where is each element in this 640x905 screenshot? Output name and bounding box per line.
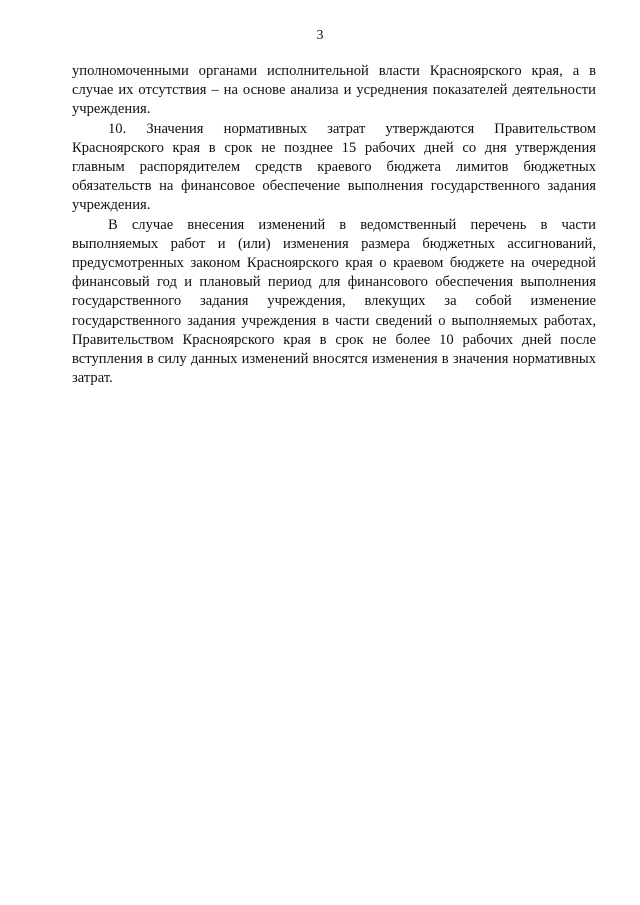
paragraph-item-10: 10. Значения нормативных затрат утверждаются Правительством Красноярского края в срок не позднее 15 рабочих дней со дня утверждения главным распорядителем средств краевого бюджета лимитов бюджетных обязательств на финансовое обеспечение выполнения государственного задания учреждения. [72, 120, 596, 214]
paragraph-changes: В случае внесения изменений в ведомственный перечень в части выполняемых работ и (или) изменения размера бюджетных ассигнований, предусмотренных законом Красноярского края о краевом бюджете на очередной финансовый год и плановый период для финансового обеспечения выполнения государственного задания учреждения, влекущих за собой изменение государственного задания учреждения в части сведений о выполняемых работах, Правительством Красноярского края в срок не более 10 рабочих дней после вступления в силу данных изменений вносятся изменения в значения нормативных затрат. [72, 216, 596, 387]
page-number: 3 [316, 28, 324, 43]
document-body [72, 62, 596, 388]
paragraph-continuation: уполномоченными органами исполнительной власти Красноярского края, а в случае их отсутствия – на основе анализа и усреднения показателей деятельности учреждения. [72, 63, 596, 118]
